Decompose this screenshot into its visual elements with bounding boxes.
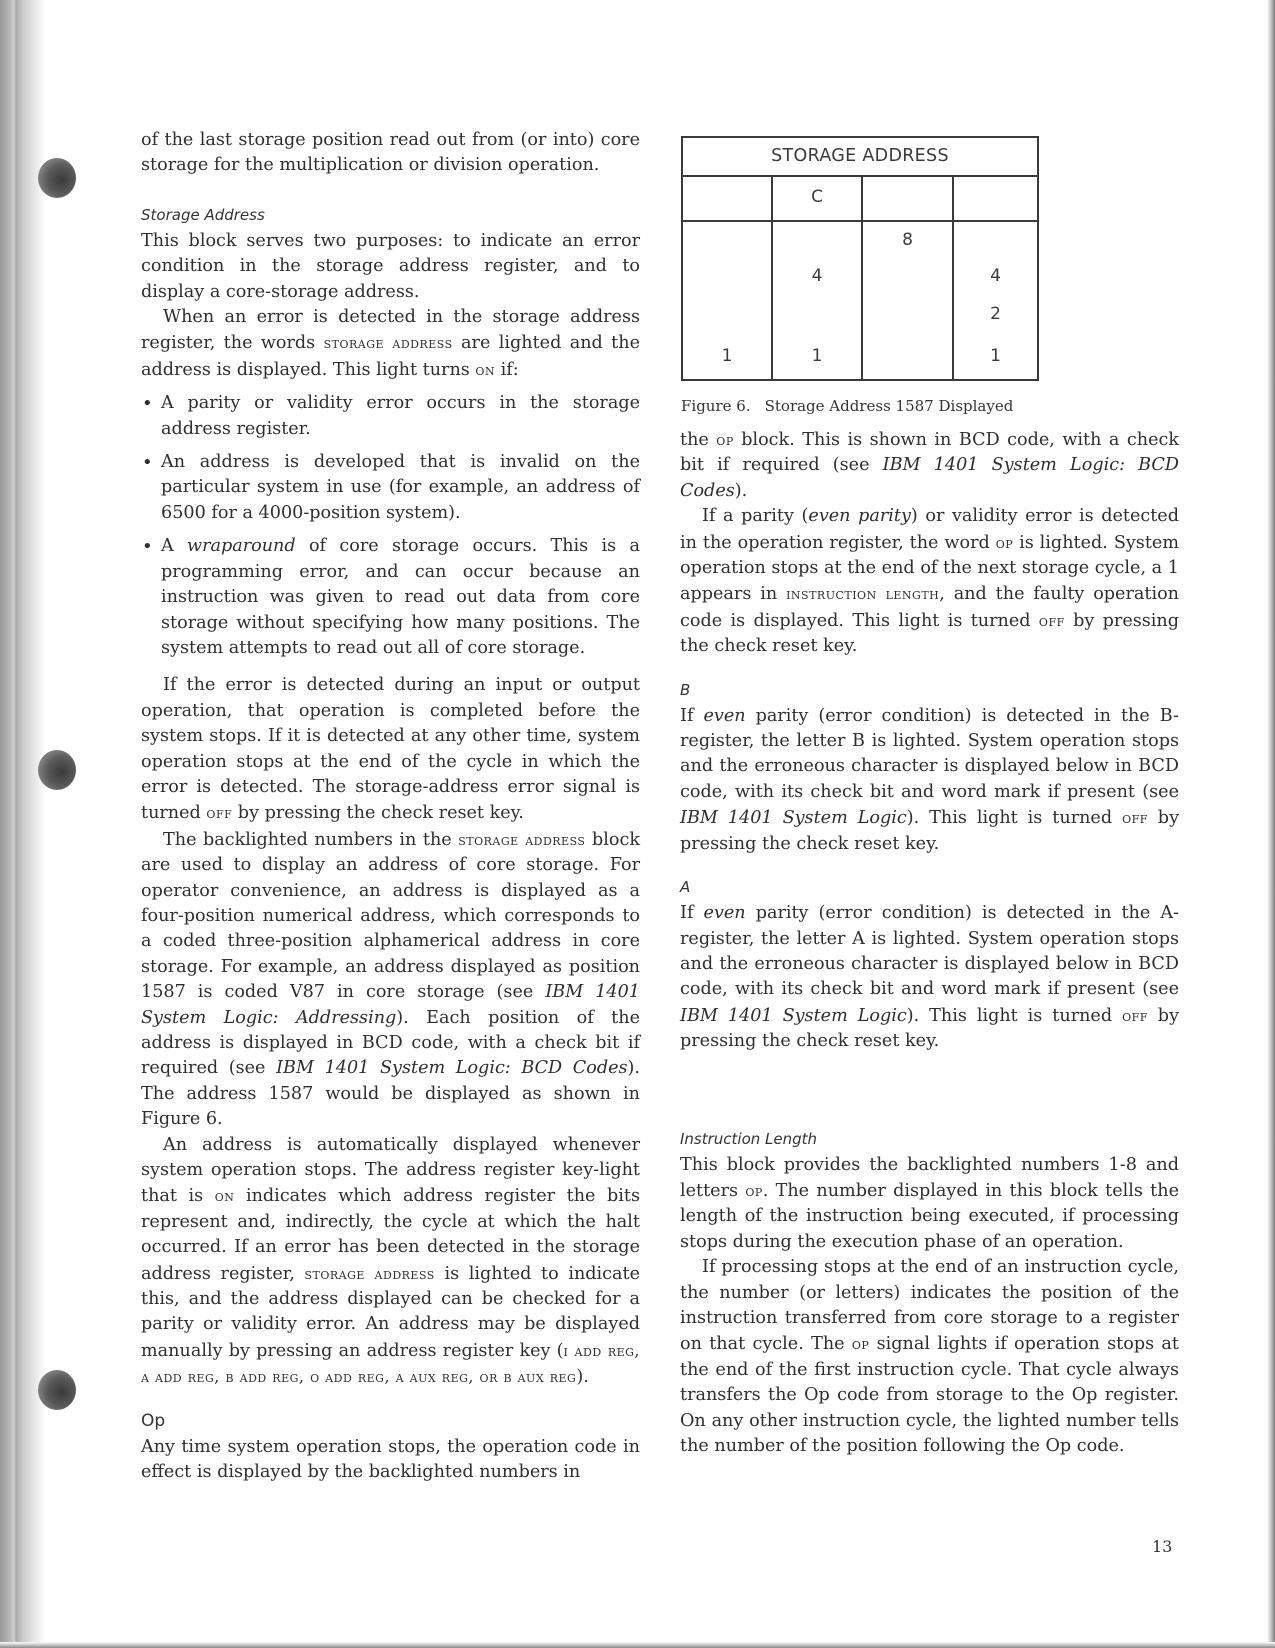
section-heading-storage-address: Storage Address	[141, 205, 265, 224]
storage-address-panel	[681, 136, 1039, 381]
section-heading-b: B	[680, 680, 691, 699]
figure-caption	[681, 397, 1039, 415]
left-column	[141, 128, 640, 1486]
position-thousands: 1	[683, 222, 773, 379]
a-register-paragraph: If even parity (error condition) is detected in the A-register, the letter A is lighted. System operation stops and the erroneous character is displayed below in BCD code, with its check bit and word mark if present (see IBM 1401 System Logic). This light is turned off by pressing the check reset key.	[680, 903, 1180, 1052]
page-number: 13	[1152, 1537, 1173, 1556]
storage-address-paragraph-4: The backlighted numbers in the storage address block are used to display an address of core storage. For operator convenience, an address is displayed as a four-position numerical address, which corresponds to a coded three-position alphamerical address in core storage. For example, an address displayed as position 1587 is coded V87 in core storage (see IBM 1401 System Logic: Addressing). Each position of the address is displayed in BCD code, with a check bit if required (see IBM 1401 System Logic: BCD Codes). The address 1587 would be displayed as shown in Figure 6.	[141, 829, 641, 1130]
storage-address-paragraph-5: An address is automatically displayed whenever system operation stops. The address register key-light that is on indicates which address register the bits represent and, indirectly, the cycle at which the halt occurred. If an error has been detected in the storage address register, storage address is lighted to indicate this, and the address displayed can be checked for a parity or validity error. An address may be displayed manually by pressing an address register key (i add reg, a add reg, b add reg, o add reg, a aux reg, or b aux reg).	[141, 1134, 641, 1388]
op-paragraph-continued: the op block. This is shown in BCD code, with a check bit if required (see IBM 1401 System Logic: BCD Codes).	[680, 430, 1179, 501]
binding-edge-shadow	[0, 0, 46, 1648]
instruction-length-paragraph-2: If processing stops at the end of an instruction cycle, the number (or letters) indicates the position of the instruction transferred from core storage to a register on that cycle. The op signal lights if operation stops at the end of the first instruction cycle. That cycle always transfers the Op code from storage to the Op register. On any other instruction cycle, the lighted number tells the number of the position following the Op code.	[680, 1257, 1179, 1456]
position-hundreds: 4 1	[773, 222, 863, 379]
storage-address-paragraph-3: If the error is detected during an input or output operation, that operation is completed before the system stops. If it is detected at any other time, system operation stops at the end of the cycle in which the error is detected. The storage-address error signal is turned off by pressing the check reset key.	[141, 675, 640, 824]
figure-caption-text: Storage Address 1587 Displayed	[764, 397, 1014, 415]
bullet-item: • A parity or validity error occurs in the storage address register.	[141, 391, 640, 442]
binder-hole-top	[38, 158, 76, 198]
bullet-item: • A wraparound of core storage occurs. This is a programming error, and can occur because an instruction was given to read out data from core storage without specifying how many positions. The system attempts to read out all of core storage.	[141, 534, 640, 661]
op-paragraph-1: Any time system operation stops, the operation code in effect is displayed by the backlighted numbers in	[141, 1436, 640, 1483]
section-heading-op: Op	[141, 1410, 166, 1431]
panel-title: STORAGE ADDRESS	[683, 138, 1037, 177]
check-bit: C	[811, 187, 823, 207]
storage-address-intro: This block serves two purposes: to indicate an error condition in the storage address register, and to display a core-storage address.	[141, 230, 640, 302]
b-register-paragraph: If even parity (error condition) is detected in the B-register, the letter B is lighted. System operation stops and the erroneous character is displayed below in BCD code, with its check bit and word mark if present (see IBM 1401 System Logic). This light is turned off by pressing the check reset key.	[680, 705, 1180, 854]
binder-hole-bottom	[38, 1370, 76, 1410]
continued-paragraph: of the last storage position read out from (or into) core storage for the multiplication or division operation.	[141, 130, 640, 176]
op-paragraph-2: If a parity (even parity) or validity error is detected in the operation register, the word op is lighted. System operation stops at the end of the next storage cycle, a 1 appears in instruction length, and the faulty operation code is displayed. This light is turned off by pressing the check reset key.	[680, 506, 1180, 657]
check-bit-row	[683, 177, 1037, 222]
section-heading-instruction-length: Instruction Length	[680, 1129, 818, 1148]
figure-6-storage-address-display	[681, 136, 1039, 415]
bcd-bits-row	[683, 222, 1037, 379]
right-column	[680, 427, 1179, 1459]
bullet-item: • An address is developed that is invalid on the particular system in use (for example, an address of 6500 for a 4000-position system).	[141, 450, 640, 526]
figure-number: Figure 6.	[681, 397, 751, 415]
binder-hole-middle	[38, 750, 76, 790]
section-heading-a: A	[680, 878, 691, 897]
page-right-edge	[1267, 0, 1275, 1648]
page-bottom-edge	[0, 1642, 1275, 1648]
storage-address-paragraph-2: When an error is detected in the storage address register, the words storage address are lighted and the address is displayed. This light turns on if:	[141, 307, 640, 380]
instruction-length-paragraph-1: This block provides the backlighted numbers 1-8 and letters op. The number displayed in this block tells the length of the instruction being executed, if processing stops during the execution phase of an operation.	[680, 1154, 1179, 1252]
position-tens: 8	[863, 222, 954, 379]
position-units: 4 2 1	[990, 266, 1001, 366]
error-conditions-list	[141, 391, 640, 661]
